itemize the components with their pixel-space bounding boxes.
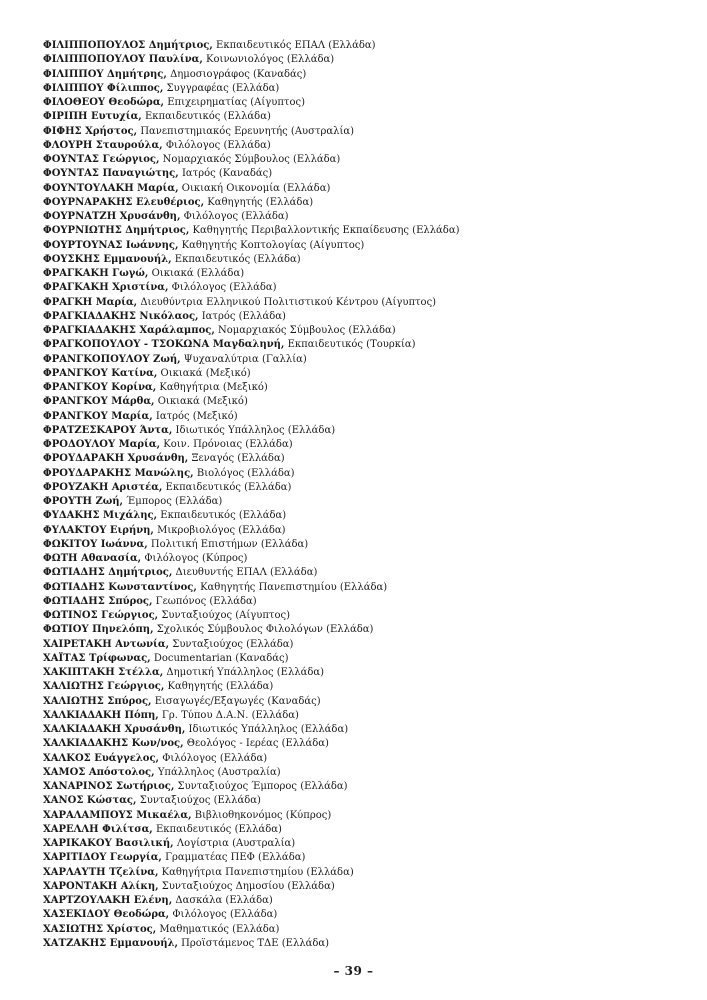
entry-name: ΧΑΛΚΟΣ Ευάγγελος, [43, 752, 160, 764]
entry-name: ΦΡΑΓΚΗ Μαρία, [43, 296, 138, 308]
list-item [43, 894, 683, 908]
list-item [43, 438, 683, 452]
entry-name: ΦΩΤΙΟΥ Πηνελόπη, [43, 624, 154, 636]
entry-description: Συνταξιούχος (Ελλάδα) [172, 638, 294, 650]
entry-name: ΦΡΟΥΤΗ Ζωή, [43, 496, 124, 507]
entry-description: Θεολόγος - Ιερέας (Ελλάδα) [186, 738, 329, 750]
list-item [43, 666, 683, 680]
list-item [43, 937, 683, 951]
entry-name: ΦΡΑΝΓΚΟΠΟΥΛΟΥ Ζωή, [43, 353, 181, 365]
list-item [43, 53, 683, 67]
entry-name: ΦΩΤΙΑΔΗΣ Σπύρος, [43, 595, 153, 607]
entry-name: ΦΟΥΡΝΑΤΖΗ Χρυσάνθη, [43, 211, 181, 222]
entry-description: Επιχειρηματίας (Αίγυπτος) [167, 97, 305, 108]
list-item [43, 224, 683, 238]
entry-description: Κοινωνιολόγος (Ελλάδα) [206, 54, 335, 66]
list-item [43, 338, 683, 352]
entry-name: ΦΟΥΡΝΑΡΑΚΗΣ Ελευθέριος, [43, 196, 205, 208]
entry-description: Μαθηματικός (Ελλάδα) [159, 923, 280, 935]
entry-name: ΧΑΡΛΑΥΤΗ Τζελίνα, [43, 866, 159, 878]
list-item [43, 381, 683, 395]
entry-name: ΧΑΜΟΣ Απόστολος, [43, 766, 155, 778]
list-item [43, 296, 683, 310]
list-item [43, 467, 683, 481]
list-item [43, 324, 683, 338]
entry-description: Πολιτική Επιστήμων (Ελλάδα) [150, 538, 309, 550]
entry-description: Καθηγητής Πανεπιστημίου (Ελλάδα) [200, 581, 388, 593]
entry-name: ΧΑΪΤΑΣ Τρίφωνας, [43, 652, 151, 664]
entry-name: ΧΑΡΤΖΟΥΛΑΚΗ Ελένη, [43, 895, 173, 906]
entry-description: Εκπαιδευτικός (Ελλάδα) [165, 481, 292, 493]
list-item [43, 823, 683, 837]
entry-description: Φιλόλογος (Ελλάδα) [162, 752, 268, 764]
entry-name: ΦΡΟΔΟΥΛΟΥ Μαρία, [43, 439, 161, 450]
list-item [43, 125, 683, 139]
entry-name: ΦΙΛΙΠΠΟΥ Φίλιππος, [43, 82, 164, 94]
entry-description: Δημοσιογράφος (Καναδάς) [170, 68, 307, 80]
entry-name: ΧΑΝΑΡΙΝΟΣ Σωτήριος, [43, 781, 175, 792]
entry-name: ΦΟΥΡΤΟΥΝΑΣ Ιωάννης, [43, 239, 179, 251]
list-item [43, 552, 683, 566]
list-item [43, 566, 683, 580]
entry-name: ΦΥΛΑΚΤΟΥ Ειρήνη, [43, 524, 154, 536]
entry-name: ΦΡΑΝΓΚΟΥ Κατίνα, [43, 367, 158, 379]
list-item [43, 253, 683, 267]
list-item [43, 595, 683, 609]
entry-name: ΧΑΛΙΩΤΗΣ Γεώργιος, [43, 681, 165, 693]
entry-description: Κοιν. Πρόνοιας (Ελλάδα) [163, 439, 293, 450]
entry-name: ΧΑΛΙΩΤΗΣ Σπύρος, [43, 695, 152, 707]
entry-name: ΦΩΤΗ Αθανασία, [43, 553, 142, 564]
entry-description: Καθηγητής Κοπτολογίας (Αίγυπτος) [181, 239, 365, 251]
list-item [43, 509, 683, 523]
entry-description: Συνταξιούχος Έμπορος (Ελλάδα) [177, 781, 348, 792]
list-item [43, 139, 683, 153]
entry-description: Βιολόγος (Ελλάδα) [196, 467, 295, 479]
list-item [43, 609, 683, 623]
entry-name: ΦΙΛΙΠΠΟΥ Δημήτρης, [43, 68, 167, 80]
entry-description: Εκπαιδευτικός (Τουρκία) [287, 339, 416, 351]
entry-description: Προϊστάμενος ΤΔΕ (Ελλάδα) [181, 937, 330, 949]
entry-name: ΧΑΡΟΝΤΑΚΗ Αλίκη, [43, 880, 159, 892]
entry-name: ΧΑΚΙΠΤΑΚΗ Στέλλα, [43, 667, 164, 678]
list-item [43, 410, 683, 424]
list-item [43, 908, 683, 922]
entry-description: Documentarian (Καναδάς) [153, 652, 289, 664]
entry-name: ΦΡΑΓΚΙΑΔΑΚΗΣ Χαράλαμπος, [43, 325, 215, 336]
entry-description: Γεωπόνος (Ελλάδα) [155, 595, 257, 607]
list-item [43, 638, 683, 652]
entry-description: Διευθύντρια Ελληνικού Πολιτιστικού Κέντρου (Αίγυπτος) [140, 296, 437, 308]
entry-name: ΧΑΛΚΙΑΔΑΚΗ Πόπη, [43, 709, 159, 721]
entry-description: Μικροβιολόγος (Ελλάδα) [157, 524, 286, 536]
participant-list [43, 39, 683, 951]
list-item [43, 96, 683, 110]
list-item [43, 623, 683, 637]
entry-description: Καθηγήτρια Πανεπιστημίου (Ελλάδα) [161, 866, 354, 878]
entry-description: Φιλόλογος (Ελλάδα) [172, 909, 278, 921]
list-item [43, 880, 683, 894]
entry-name: ΦΙΛΟΘΕΟΥ Θεοδώρα, [43, 97, 165, 108]
entry-name: ΦΡΑΤΖΕΣΚΑΡΟΥ Άντα, [43, 424, 173, 436]
list-item [43, 395, 683, 409]
entry-name: ΦΩΤΙΑΔΗΣ Κωνσταντίνος, [43, 581, 197, 593]
entry-description: Ιατρός (Ελλάδα) [201, 310, 286, 322]
entry-description: Ξεναγός (Ελλάδα) [191, 453, 285, 465]
entry-description: Πανεπιστημιακός Ερευνητής (Αυστραλία) [140, 125, 355, 137]
list-item [43, 196, 683, 210]
entry-name: ΦΥΔΑΚΗΣ Μιχάλης, [43, 510, 158, 522]
list-item [43, 452, 683, 466]
entry-description: Συνταξιούχος (Αίγυπτος) [161, 610, 290, 621]
entry-description: Δασκάλα (Ελλάδα) [175, 895, 273, 906]
entry-description: Συγγραφέας (Ελλάδα) [166, 82, 280, 94]
entry-description: Γραμματέας ΠΕΦ (Ελλάδα) [165, 852, 306, 864]
entry-description: Ιατρός (Μεξικό) [155, 410, 238, 422]
entry-description: Καθηγήτρια (Μεξικό) [159, 382, 268, 393]
list-item [43, 709, 683, 723]
list-item [43, 837, 683, 851]
page-number: – 39 – [333, 964, 374, 978]
list-item [43, 367, 683, 381]
entry-name: ΦΟΥΡΝΙΩΤΗΣ Δημήτριος, [43, 225, 190, 237]
list-item [43, 153, 683, 167]
list-item [43, 481, 683, 495]
entry-name: ΧΑΡΙΤΙΔΟΥ Γεωργία, [43, 852, 162, 864]
list-item [43, 524, 683, 538]
entry-description: Καθηγητής (Ελλάδα) [207, 196, 314, 208]
entry-description: Οικιακά (Μεξικό) [157, 396, 248, 408]
entry-description: Εκπαιδευτικός (Ελλάδα) [144, 111, 271, 123]
entry-description: Ψυχαναλύτρια (Γαλλία) [183, 353, 307, 365]
entry-name: ΦΙΛΙΠΠΟΠΟΥΛΟΥ Παυλίνα, [43, 54, 203, 66]
entry-name: ΦΡΑΓΚΑΚΗ Χριστίνα, [43, 282, 169, 294]
list-item [43, 737, 683, 751]
entry-name: ΧΑΝΟΣ Κώστας, [43, 795, 137, 807]
entry-name: ΦΟΥΝΤΑΣ Παναγιώτης, [43, 168, 179, 180]
entry-description: Οικιακά (Μεξικό) [160, 367, 251, 379]
list-item [43, 809, 683, 823]
entry-name: ΧΑΡΕΛΛΗ Φιλίτσα, [43, 823, 153, 835]
entry-name: ΦΡΑΝΓΚΟΥ Μαρία, [43, 410, 153, 422]
list-item [43, 167, 683, 181]
entry-name: ΦΙΛΙΠΠΟΠΟΥΛΟΣ Δημήτριος, [43, 40, 213, 51]
list-item [43, 82, 683, 96]
entry-name: ΧΑΤΖΑΚΗΣ Εμμανουήλ, [43, 937, 178, 949]
entry-name: ΦΡΑΓΚΙΑΔΑΚΗΣ Νικόλαος, [43, 310, 199, 322]
entry-name: ΦΟΥΣΚΗΣ Εμμανουήλ, [43, 253, 172, 265]
entry-description: Εκπαιδευτικός (Ελλάδα) [174, 253, 301, 265]
entry-description: Συνταξιούχος Δημοσίου (Ελλάδα) [161, 880, 335, 892]
entry-name: ΧΑΙΡΕΤΑΚΗ Αντωνία, [43, 638, 170, 650]
entry-description: Οικιακά (Ελλάδα) [151, 268, 245, 279]
list-item [43, 210, 683, 224]
list-item [43, 353, 683, 367]
entry-description: Σχολικός Σύμβουλος Φιλολόγων (Ελλάδα) [156, 624, 374, 636]
list-item [43, 39, 683, 53]
list-item [43, 680, 683, 694]
entry-name: ΧΑΣΙΩΤΗΣ Χρίστος, [43, 923, 157, 935]
entry-name: ΦΙΡΙΠΗ Ευτυχία, [43, 111, 142, 123]
entry-description: Οικιακή Οικονομία (Ελλάδα) [181, 182, 331, 194]
list-item [43, 923, 683, 937]
entry-description: Φιλόλογος (Ελλάδα) [183, 211, 289, 222]
list-item [43, 424, 683, 438]
entry-name: ΧΑΛΚΙΑΔΑΚΗ Χρυσάνθη, [43, 724, 186, 735]
entry-description: Δημοτική Υπάλληλος (Ελλάδα) [166, 667, 325, 678]
entry-description: Συνταξιούχος (Ελλάδα) [139, 795, 261, 807]
list-item [43, 866, 683, 880]
entry-name: ΦΟΥΝΤΟΥΛΑΚΗ Μαρία, [43, 182, 179, 194]
list-item [43, 780, 683, 794]
entry-description: Καθηγητής (Ελλάδα) [167, 681, 274, 693]
entry-description: Εκπαιδευτικός ΕΠΑΛ (Ελλάδα) [216, 40, 376, 51]
entry-name: ΧΑΣΕΚΙΔΟΥ Θεοδώρα, [43, 909, 170, 921]
entry-description: Γρ. Τύπου Δ.Α.Ν. (Ελλάδα) [161, 709, 299, 721]
entry-description: Καθηγητής Περιβαλλοντικής Εκπαίδευσης (Ελλάδα) [192, 225, 460, 237]
entry-name: ΦΡΟΥΖΑΚΗ Αριστέα, [43, 481, 163, 493]
list-item [43, 310, 683, 324]
entry-description: Διευθυντής ΕΠΑΛ (Ελλάδα) [175, 567, 318, 579]
list-item [43, 495, 683, 509]
entry-name: ΦΛΟΥΡΗ Σταυρούλα, [43, 139, 163, 151]
entry-name: ΦΡΟΥΔΑΡΑΚΗ Χρυσάνθη, [43, 453, 189, 465]
list-item [43, 538, 683, 552]
entry-name: ΧΑΡΙΚΑΚΟΥ Βασιλική, [43, 838, 174, 849]
entry-description: Νομαρχιακός Σύμβουλος (Ελλάδα) [218, 325, 396, 336]
entry-description: Φιλόλογος (Κύπρος) [144, 553, 248, 564]
list-item [43, 695, 683, 709]
entry-description: Υπάλληλος (Αυστραλία) [157, 766, 281, 778]
entry-description: Ιδιωτικός Υπάλληλος (Ελλάδα) [188, 724, 349, 735]
entry-description: Νομαρχιακός Σύμβουλος (Ελλάδα) [162, 154, 341, 165]
list-item [43, 794, 683, 808]
entry-name: ΦΡΑΝΓΚΟΥ Κορίνα, [43, 382, 157, 393]
list-item [43, 723, 683, 737]
entry-name: ΧΑΡΑΛΑΜΠΟΥΣ Μικαέλα, [43, 809, 192, 821]
list-item [43, 652, 683, 666]
entry-name: ΦΙΦΗΣ Χρήστος, [43, 125, 138, 137]
list-item [43, 110, 683, 124]
entry-description: Φιλόλογος (Ελλάδα) [171, 282, 277, 294]
entry-name: ΦΟΥΝΤΑΣ Γεώργιος, [43, 154, 160, 165]
list-item [43, 267, 683, 281]
entry-name: ΦΩΤΙΑΔΗΣ Δημήτριος, [43, 567, 173, 579]
list-item [43, 851, 683, 865]
list-item [43, 182, 683, 196]
entry-name: ΦΡΑΓΚΑΚΗ Γωγώ, [43, 268, 149, 279]
entry-name: ΦΡΟΥΔΑΡΑΚΗΣ Μανώλης, [43, 467, 194, 479]
list-item [43, 239, 683, 253]
list-item [43, 752, 683, 766]
entry-description: Φιλόλογος (Ελλάδα) [165, 139, 271, 151]
entry-description: Ιδιωτικός Υπάλληλος (Ελλάδα) [175, 424, 336, 436]
entry-name: ΦΡΑΓΚΟΠΟΥΛΟΥ - ΤΣΟΚΩΝΑ Μαγδαληνή, [43, 339, 285, 351]
entry-description: Ιατρός (Καναδάς) [181, 168, 273, 180]
entry-name: ΦΩΤΙΝΟΣ Γεώργιος, [43, 610, 159, 621]
entry-description: Εκπαιδευτικός (Ελλάδα) [155, 823, 282, 835]
entry-name: ΦΡΑΝΓΚΟΥ Μάρθα, [43, 396, 155, 408]
entry-description: Βιβλιοθηκονόμος (Κύπρος) [194, 809, 332, 821]
entry-description: Έμπορος (Ελλάδα) [126, 496, 223, 507]
list-item [43, 581, 683, 595]
entry-description: Λογίστρια (Αυστραλία) [176, 838, 296, 849]
entry-description: Εισαγωγές/Εξαγωγές (Καναδάς) [154, 695, 321, 707]
list-item [43, 766, 683, 780]
entry-name: ΧΑΛΚΙΑΔΑΚΗΣ Κων/νος, [43, 738, 184, 750]
list-item [43, 68, 683, 82]
entry-name: ΦΩΚΙΤΟΥ Ιωάννα, [43, 538, 148, 550]
list-item [43, 281, 683, 295]
entry-description: Εκπαιδευτικός (Ελλάδα) [160, 510, 287, 522]
